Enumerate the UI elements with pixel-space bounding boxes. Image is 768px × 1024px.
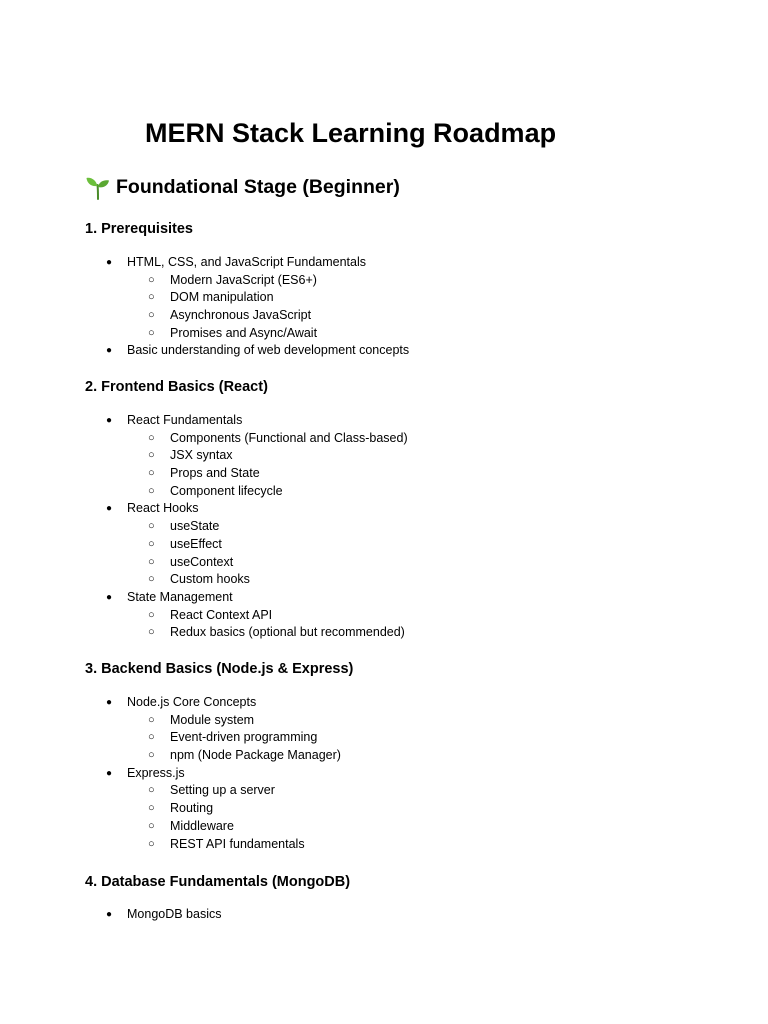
sub-list-item-text: Asynchronous JavaScript — [170, 308, 312, 323]
filled-bullet-icon: ● — [106, 415, 113, 426]
hollow-bullet-icon: ○ — [148, 837, 155, 850]
hollow-bullet-icon: ○ — [148, 467, 155, 480]
list-item-text: Basic understanding of web development concepts — [127, 343, 410, 358]
hollow-bullet-icon: ○ — [148, 449, 155, 462]
filled-bullet-icon: ● — [106, 591, 113, 603]
section-heading-prerequisites: 1. Prerequisites — [85, 221, 193, 237]
hollow-bullet-icon: ○ — [148, 291, 155, 304]
sub-list-item-text: Component lifecycle — [170, 483, 283, 498]
hollow-bullet-icon: ○ — [148, 626, 155, 639]
sub-list-item-text: npm (Node Package Manager) — [170, 748, 341, 763]
sub-list-item-text: Redux basics (optional but recommended) — [170, 625, 405, 640]
sub-list-item-text: Event-driven programming — [170, 730, 318, 745]
sub-list-item-text: Modern JavaScript (ES6+) — [170, 272, 317, 287]
sub-list-item-text: REST API fundamentals — [170, 836, 305, 851]
sprout-icon — [85, 174, 111, 200]
stage-heading-text: Foundational Stage (Beginner) — [116, 176, 400, 198]
hollow-bullet-icon: ○ — [148, 273, 155, 286]
hollow-bullet-icon: ○ — [148, 749, 155, 762]
hollow-bullet-icon: ○ — [148, 431, 155, 444]
hollow-bullet-icon: ○ — [148, 537, 155, 550]
list-item-text: HTML, CSS, and JavaScript Fundamentals — [127, 255, 366, 269]
hollow-bullet-icon: ○ — [148, 713, 155, 726]
list-item-text: State Management — [127, 589, 233, 604]
list-item-text: MongoDB basics — [127, 907, 222, 921]
hollow-bullet-icon: ○ — [148, 573, 155, 586]
hollow-bullet-icon: ○ — [148, 555, 155, 568]
sub-list-item-text: Setting up a server — [170, 783, 275, 798]
hollow-bullet-icon: ○ — [148, 731, 155, 744]
filled-bullet-icon: ● — [106, 345, 113, 357]
sub-list-item-text: useState — [170, 519, 220, 534]
hollow-bullet-icon: ○ — [148, 819, 155, 832]
section-heading-database: 4. Database Fundamentals (MongoDB) — [85, 874, 351, 890]
sub-list-item-text: Components (Functional and Class-based) — [170, 430, 408, 445]
sub-list-item-text: Middleware — [170, 818, 234, 833]
sub-list-item-text: React Context API — [170, 607, 273, 622]
filled-bullet-icon: ● — [106, 909, 113, 920]
hollow-bullet-icon: ○ — [148, 784, 155, 797]
section-heading-backend: 3. Backend Basics (Node.js & Express) — [85, 661, 354, 677]
filled-bullet-icon: ● — [106, 503, 113, 515]
filled-bullet-icon: ● — [106, 767, 113, 779]
list-item-text: Express.js — [127, 765, 185, 780]
list-item-text: React Fundamentals — [127, 413, 243, 427]
stage-heading — [85, 173, 400, 201]
sub-list-item-text: JSX syntax — [170, 448, 233, 463]
sub-list-item-text: Promises and Async/Await — [170, 325, 318, 340]
list-item-text: Node.js Core Concepts — [127, 695, 257, 709]
sub-list-item-text: useEffect — [170, 536, 222, 551]
hollow-bullet-icon: ○ — [148, 608, 155, 621]
list-item-text: React Hooks — [127, 501, 199, 516]
filled-bullet-icon: ● — [106, 257, 113, 268]
sub-list-item-text: Routing — [170, 801, 214, 816]
sub-list-item-text: useContext — [170, 554, 234, 569]
sub-list-item-text: DOM manipulation — [170, 290, 274, 305]
sub-list-item-text: Module system — [170, 712, 255, 727]
sub-list-item-text: Props and State — [170, 466, 260, 481]
hollow-bullet-icon: ○ — [148, 326, 155, 339]
section-heading-frontend: 2. Frontend Basics (React) — [85, 379, 268, 395]
hollow-bullet-icon: ○ — [148, 802, 155, 815]
hollow-bullet-icon: ○ — [148, 309, 155, 322]
hollow-bullet-icon: ○ — [148, 484, 155, 497]
document-title: MERN Stack Learning Roadmap — [145, 118, 557, 148]
hollow-bullet-icon: ○ — [148, 520, 155, 533]
sub-list-item-text: Custom hooks — [170, 572, 250, 587]
filled-bullet-icon: ● — [106, 697, 113, 708]
